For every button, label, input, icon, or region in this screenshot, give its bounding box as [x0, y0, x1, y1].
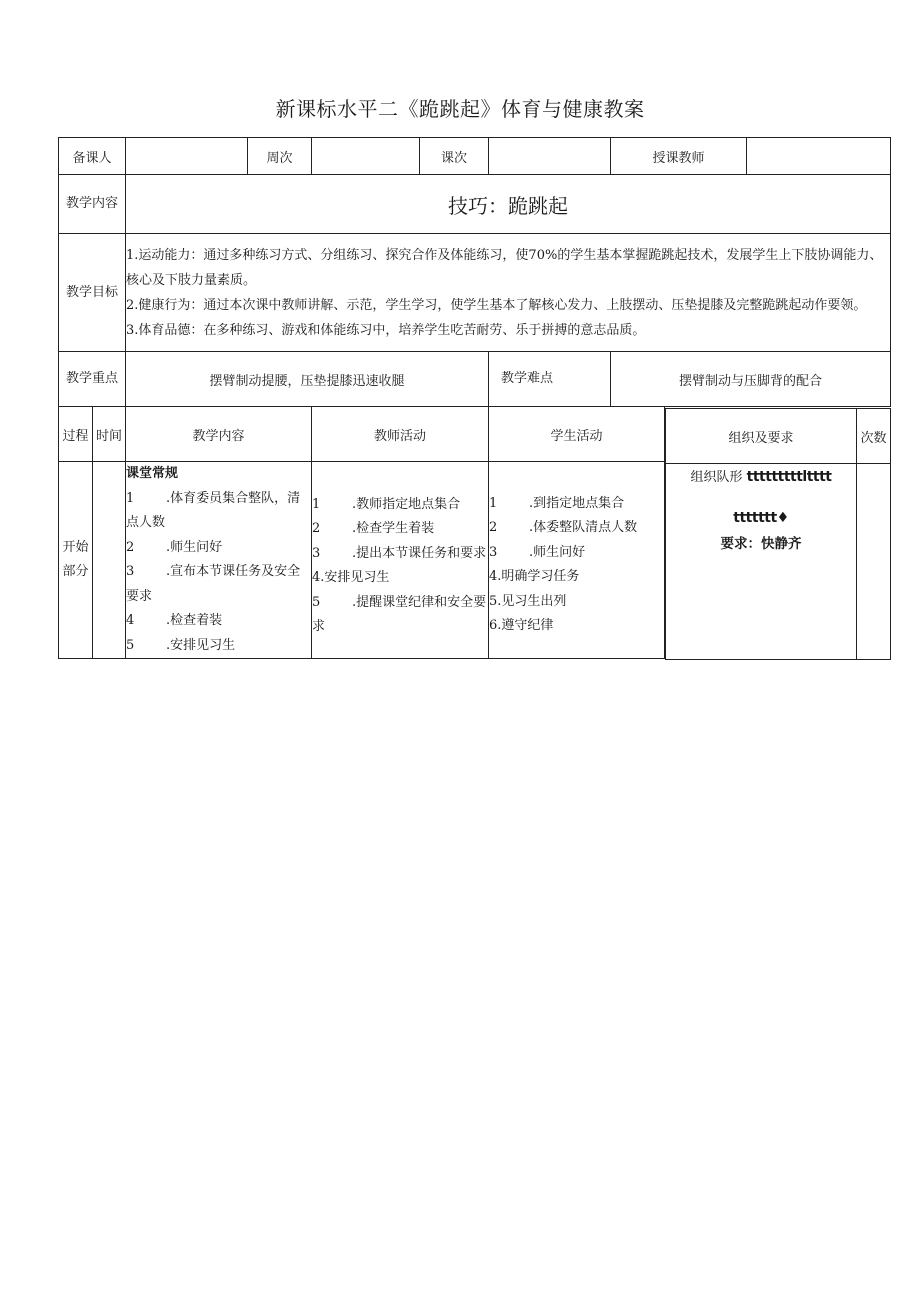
student-item: 3 .师生问好	[489, 544, 586, 560]
student-item: 1 .到指定地点集合	[489, 495, 625, 511]
content-item: 5 .安排见习生	[126, 637, 236, 653]
key-points-row	[59, 352, 891, 407]
goal-health: 2.健康行为：通过本次课中教师讲解、示范，学生学习，使学生基本了解核心发力、上肢摆动、压垫提膝及完整跪跳起动作要领。	[126, 297, 867, 313]
preparer-value	[126, 138, 248, 175]
week-label: 周次	[248, 138, 312, 175]
lesson-value	[489, 138, 611, 175]
organization-cell	[666, 464, 857, 660]
teacher-item: 1 .教师指定地点集合	[312, 496, 461, 512]
teacher-label: 授课教师	[611, 138, 747, 175]
content-value: 技巧：跪跳起	[126, 175, 891, 234]
teacher-item: 2 .检查学生着装	[312, 521, 435, 536]
goals-row	[59, 234, 891, 352]
student-item: 6.遵守纪律	[489, 618, 554, 633]
col-organization-header: 组织及要求	[666, 409, 857, 464]
difficult-points-label: 教学难点	[489, 352, 611, 407]
start-content	[126, 462, 312, 659]
formation-line-2: ttttttt♦	[733, 510, 789, 526]
content-item: 4 .检查着装	[126, 613, 223, 628]
col-teacher: 教师活动	[312, 407, 489, 462]
teacher-value	[747, 138, 891, 175]
times-cell	[857, 464, 891, 660]
content-label: 教学内容	[59, 175, 126, 234]
teacher-item: 5 .提醒课堂纪律和安全要求	[312, 594, 487, 634]
content-item: 1 .体育委员集合整队，清点人数	[126, 490, 301, 530]
content-heading: 课堂常规	[126, 466, 179, 481]
goals-label: 教学目标	[59, 234, 126, 352]
organization-table	[665, 408, 891, 660]
teacher-item: 4.安排见习生	[312, 570, 390, 585]
student-item: 2 .体委整队清点人数	[489, 520, 638, 535]
difficult-points-value: 摆臂制动与压脚背的配合	[611, 352, 891, 407]
start-student	[489, 462, 665, 659]
col-times-header: 次数	[857, 409, 891, 464]
week-value	[312, 138, 420, 175]
preparer-label: 备课人	[59, 138, 126, 175]
student-item: 5.见习生出列	[489, 593, 567, 609]
start-teacher	[312, 462, 489, 659]
col-content: 教学内容	[126, 407, 312, 462]
content-row	[59, 175, 891, 234]
lesson-label: 课次	[420, 138, 489, 175]
goal-motor: 1.运动能力：通过多种练习方式、分组练习、探究合作及体能练习，使70%的学生基本掌握跪跳起技术，发展学生上下肢协调能力、核心及下肢力量素质。	[126, 247, 883, 288]
col-student: 学生活动	[489, 407, 665, 462]
start-time	[93, 462, 126, 659]
document-title: 新课标水平二《跪跳起》体育与健康教案	[275, 97, 645, 121]
header-row	[59, 138, 891, 175]
goal-character: 3.体育品德：在多种练习、游戏和体能练习中，培养学生吃苦耐劳、乐于拼搏的意志品质。	[126, 322, 646, 338]
start-process: 开始部分	[59, 462, 93, 659]
key-points-label: 教学重点	[59, 352, 126, 407]
col-time: 时间	[93, 407, 126, 462]
requirement: 要求：快静齐	[720, 536, 802, 552]
key-points-value: 摆臂制动提腰，压垫提膝迅速收腿	[126, 352, 489, 407]
col-process: 过程	[59, 407, 93, 462]
content-item: 3 .宣布本节课任务及安全要求	[126, 564, 301, 604]
goals-list	[126, 234, 891, 352]
student-item: 4.明确学习任务	[489, 569, 580, 584]
organization-label: 组织队形	[690, 470, 743, 485]
teacher-item: 3 .提出本节课任务和要求	[312, 545, 487, 561]
content-item: 2 .师生问好	[126, 539, 223, 555]
formation-line-1: tttttttttltttt	[746, 469, 832, 485]
